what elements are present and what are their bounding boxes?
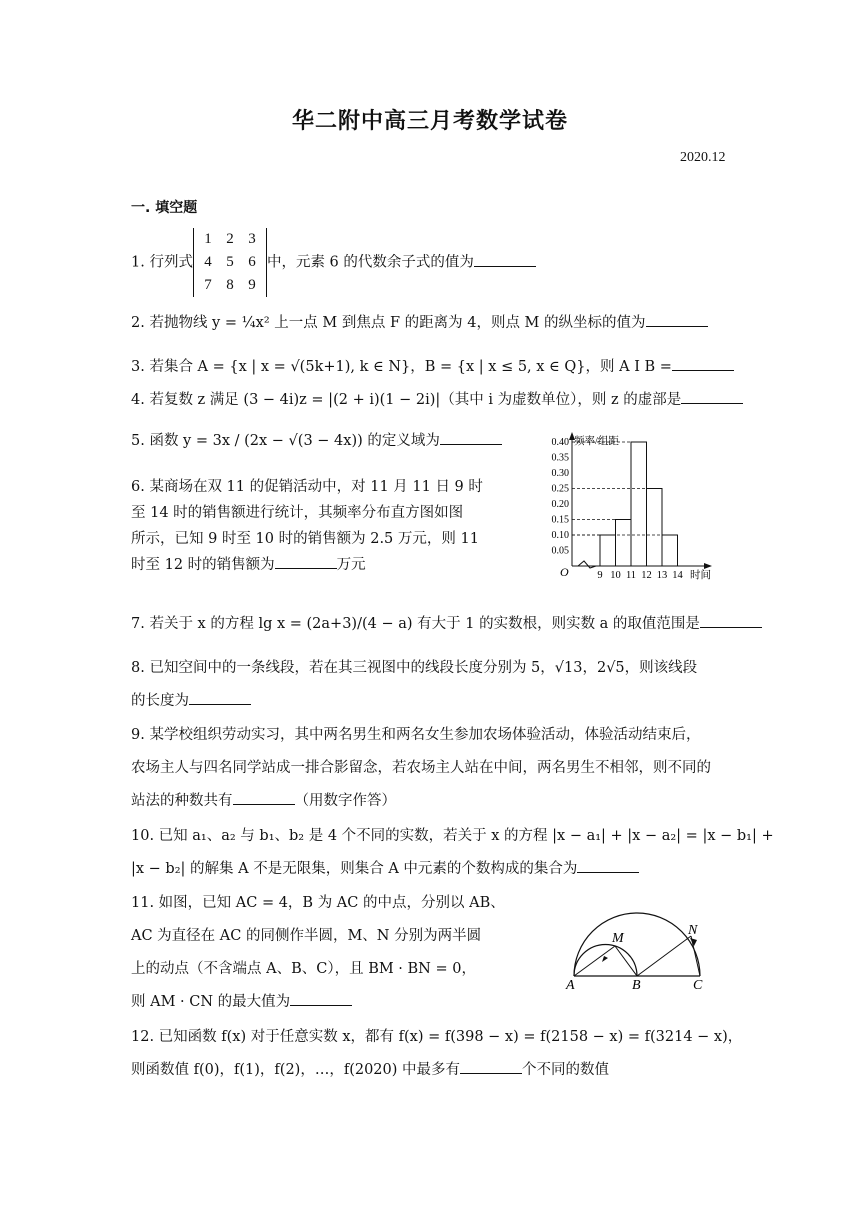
q3-text: 3. 若集合 A = {x | x = √(5k+1), k ∈ N}，B = {x | x ≤ 5, x ∈ Q}，则 A Ⅰ B = [131, 359, 672, 375]
q6-line: 所示，已知 9 时至 10 时的销售额为 2.5 万元，则 11 [131, 531, 479, 547]
question-1 [131, 228, 536, 297]
q12-tail: 个不同的数值 [522, 1062, 610, 1078]
x-tick-label: 12 [641, 570, 652, 581]
q1-number: 1. [131, 254, 145, 271]
q9-line: 农场主人与四名同学站成一排合影留念，若农场主人站在中间，两名男生不相邻，则不同的 [131, 760, 711, 776]
matrix-cell: 4 [204, 254, 212, 270]
origin-label: O [560, 565, 569, 579]
y-tick-label: 0.20 [551, 499, 569, 510]
y-tick-label: 0.40 [551, 437, 569, 448]
matrix-cell: 7 [204, 277, 212, 293]
matrix-cell: 2 [226, 231, 234, 247]
q10-line: 10. 已知 a₁、a₂ 与 b₁、b₂ 是 4 个不同的实数，若关于 x 的方程 |x − a₁| + |x − a₂| = |x − b₁| + [131, 828, 774, 844]
question-9 [131, 719, 711, 818]
q9-hint: （用数字作答） [294, 793, 396, 809]
label-C: C [693, 978, 703, 993]
matrix-cell: 3 [248, 231, 256, 247]
question-2 [131, 312, 708, 333]
x-tick-label: 13 [656, 570, 668, 581]
determinant [193, 228, 267, 297]
matrix-row [197, 228, 263, 251]
y-tick-label: 0.30 [551, 468, 569, 479]
answer-blank-1[interactable] [474, 252, 536, 267]
x-tick-label: 11 [625, 570, 637, 581]
answer-blank-2[interactable] [646, 312, 708, 327]
q11-line: 则 AM · CN 的最大值为 [131, 994, 291, 1010]
x-tick-label: 10 [610, 570, 621, 581]
label-A: A [566, 978, 575, 993]
q6-line: 6. 某商场在双 11 的促销活动中，对 11 月 11 日 9 时 [131, 479, 483, 495]
question-12 [131, 1021, 742, 1087]
matrix-cell: 8 [226, 277, 234, 293]
y-tick-label: 0.05 [551, 545, 569, 557]
q9-line: 9. 某学校组织劳动实习，其中两名男生和两名女生参加农场体验活动，体验活动结束后， [131, 727, 701, 743]
q2-text: 2. 若抛物线 y = ¼x² 上一点 M 到焦点 F 的距离为 4，则点 M 的纵坐标的值为 [131, 315, 646, 331]
q5-text: 5. 函数 y = 3x / (2x − √(3 − 4x)) 的定义域为 [131, 433, 440, 449]
q9-line: 站法的种数共有 [131, 793, 233, 809]
q6-line: 时至 12 时的销售额为 [131, 557, 275, 573]
axis-break [578, 561, 596, 568]
q8-line: 的长度为 [131, 693, 189, 709]
q12-line: 则函数值 f(0)，f(1)，f(2)，…，f(2020) 中最多有 [131, 1062, 461, 1078]
answer-blank-4[interactable] [681, 389, 743, 404]
matrix-row [197, 251, 263, 274]
q1-pre: 行列式 [149, 254, 193, 271]
section-heading: 一. 填空题 [131, 200, 198, 216]
histogram-bar [616, 520, 632, 567]
answer-blank-7[interactable] [700, 613, 762, 628]
y-tick-label: 0.35 [551, 452, 569, 464]
answer-blank-6[interactable] [275, 554, 337, 569]
q10-line: |x − b₂| 的解集 A 不是无限集，则集合 A 中元素的个数构成的集合为 [131, 861, 578, 877]
y-tick-label: 0.15 [551, 514, 569, 526]
answer-blank-10[interactable] [577, 858, 639, 873]
y-tick-label: 0.25 [551, 483, 569, 495]
label-M: M [612, 931, 624, 946]
label-N: N [688, 923, 698, 938]
x-arrow [704, 563, 712, 569]
matrix-cell: 5 [226, 254, 234, 270]
matrix-cell: 6 [248, 254, 256, 270]
question-6 [131, 474, 483, 578]
x-tick-label: 9 [597, 570, 603, 581]
answer-blank-12[interactable] [460, 1059, 522, 1074]
frequency-histogram [530, 426, 720, 596]
matrix-cell: 1 [204, 231, 212, 247]
question-3 [131, 356, 734, 377]
matrix-cell: 9 [248, 277, 256, 293]
question-7 [131, 613, 762, 634]
q4-text: 4. 若复数 z 满足 (3 − 4i)z = |(2 + i)(1 − 2i)|（其中 i 为虚数单位），则 z 的虚部是 [131, 392, 682, 408]
histogram-bar [600, 535, 616, 566]
matrix-row [197, 274, 263, 297]
q7-text: 7. 若关于 x 的方程 lg x = (2a+3)/(4 − a) 有大于 1 的实数根，则实数 a 的取值范围是 [131, 616, 700, 632]
question-5 [131, 430, 502, 451]
semicircle-figure [560, 876, 720, 996]
exam-date: 2020.12 [680, 150, 726, 165]
histogram-bar [647, 489, 663, 567]
histogram-bar [631, 442, 647, 566]
histogram-bar [662, 535, 678, 566]
answer-blank-5[interactable] [440, 430, 502, 445]
q11-line: 上的动点（不含端点 A、B、C），且 BM · BN = 0， [131, 961, 476, 977]
x-axis-label: 时间 [690, 570, 711, 581]
q8-line: 8. 已知空间中的一条线段，若在其三视图中的线段长度分别为 5，√13，2√5，则该线段 [131, 660, 698, 676]
answer-blank-9[interactable] [233, 790, 295, 805]
y-axis-label: 频率/组距 [574, 436, 619, 447]
q11-line: 11. 如图，已知 AC = 4，B 为 AC 的中点，分别以 AB、 [131, 895, 505, 911]
q6-unit: 万元 [336, 557, 366, 573]
question-8 [131, 652, 697, 718]
label-B: B [632, 978, 641, 993]
y-tick-label: 0.10 [551, 530, 569, 541]
q11-line: AC 为直径在 AC 的同侧作半圆，M、N 分别为两半圆 [131, 928, 482, 944]
answer-blank-3[interactable] [672, 356, 734, 371]
q6-line: 至 14 时的销售额进行统计，其频率分布直方图如图 [131, 505, 464, 521]
page-title: 华二附中高三月考数学试卷 [291, 108, 568, 134]
q12-line: 12. 已知函数 f(x) 对于任意实数 x，都有 f(x) = f(398 − x) = f(2158 − x) = f(3214 − x)， [131, 1029, 743, 1045]
q1-post: 中，元素 6 的代数余子式的值为 [266, 254, 474, 271]
answer-blank-11[interactable] [290, 991, 352, 1006]
answer-blank-8[interactable] [189, 690, 251, 705]
question-11 [131, 887, 505, 1019]
question-4 [131, 389, 743, 410]
x-tick-label: 14 [672, 570, 683, 581]
